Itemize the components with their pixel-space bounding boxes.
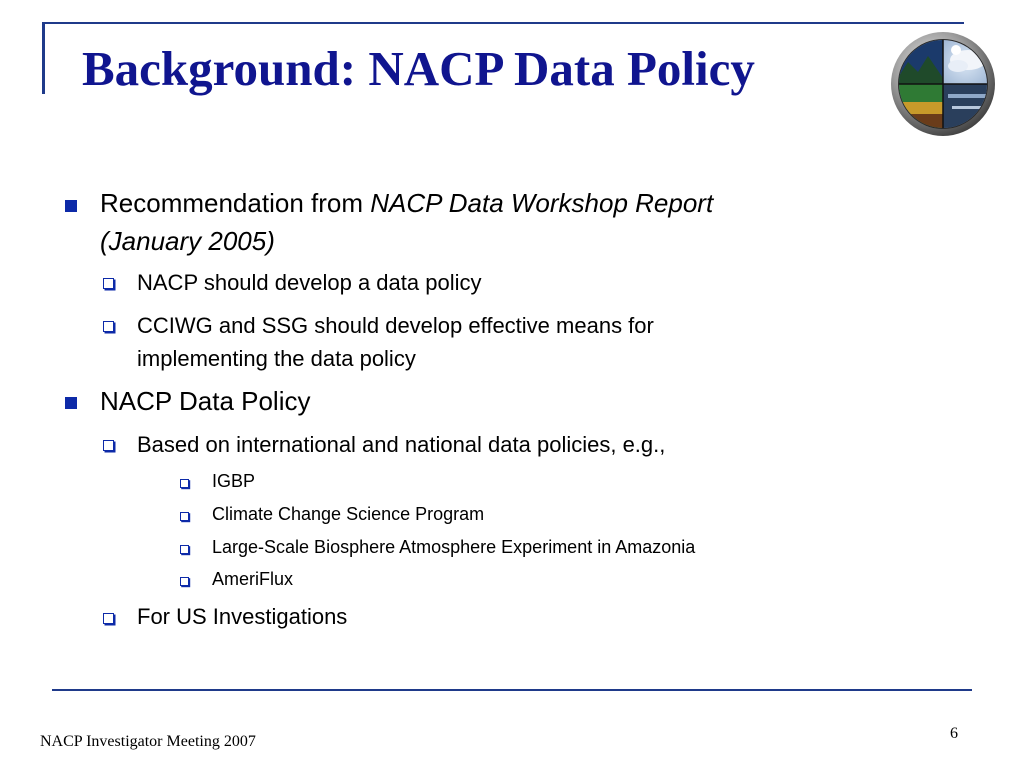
hollow-square-bullet-icon — [103, 321, 114, 332]
earth-globe-icon — [888, 30, 998, 138]
report-title: NACP Data Workshop Report — [370, 188, 714, 218]
bullet-text: Recommendation from — [100, 188, 371, 218]
hollow-square-bullet-icon — [103, 613, 114, 624]
list-item: IGBP — [212, 471, 256, 491]
frame-horizontal-rule — [42, 22, 964, 24]
page-number: 6 — [950, 725, 958, 742]
hollow-square-bullet-icon — [180, 545, 189, 554]
footer-divider — [52, 689, 972, 691]
slide-title: Background: NACP Data Policy — [82, 41, 755, 96]
list-item: AmeriFlux — [212, 569, 294, 589]
list-item — [100, 188, 713, 219]
list-item-continuation — [100, 226, 275, 257]
frame-vertical-rule — [42, 22, 45, 94]
hollow-square-bullet-icon — [180, 479, 189, 488]
list-item: Climate Change Science Program — [212, 504, 485, 524]
list-item-continuation: implementing the data policy — [137, 346, 416, 371]
square-bullet-icon — [65, 397, 77, 409]
report-date: (January 2005) — [100, 226, 275, 256]
list-item: NACP should develop a data policy — [137, 270, 482, 295]
hollow-square-bullet-icon — [180, 577, 189, 586]
hollow-square-bullet-icon — [103, 278, 114, 289]
list-item: For US Investigations — [137, 604, 348, 629]
list-item: Large-Scale Biosphere Atmosphere Experiment in Amazonia — [212, 537, 696, 557]
square-bullet-icon — [65, 200, 77, 212]
list-item: Based on international and national data policies, e.g., — [137, 432, 666, 457]
hollow-square-bullet-icon — [103, 440, 114, 451]
list-item: NACP Data Policy — [100, 386, 311, 416]
footer-meeting-name: NACP Investigator Meeting 2007 — [40, 733, 256, 750]
hollow-square-bullet-icon — [180, 512, 189, 521]
list-item: CCIWG and SSG should develop effective means for — [137, 313, 654, 338]
